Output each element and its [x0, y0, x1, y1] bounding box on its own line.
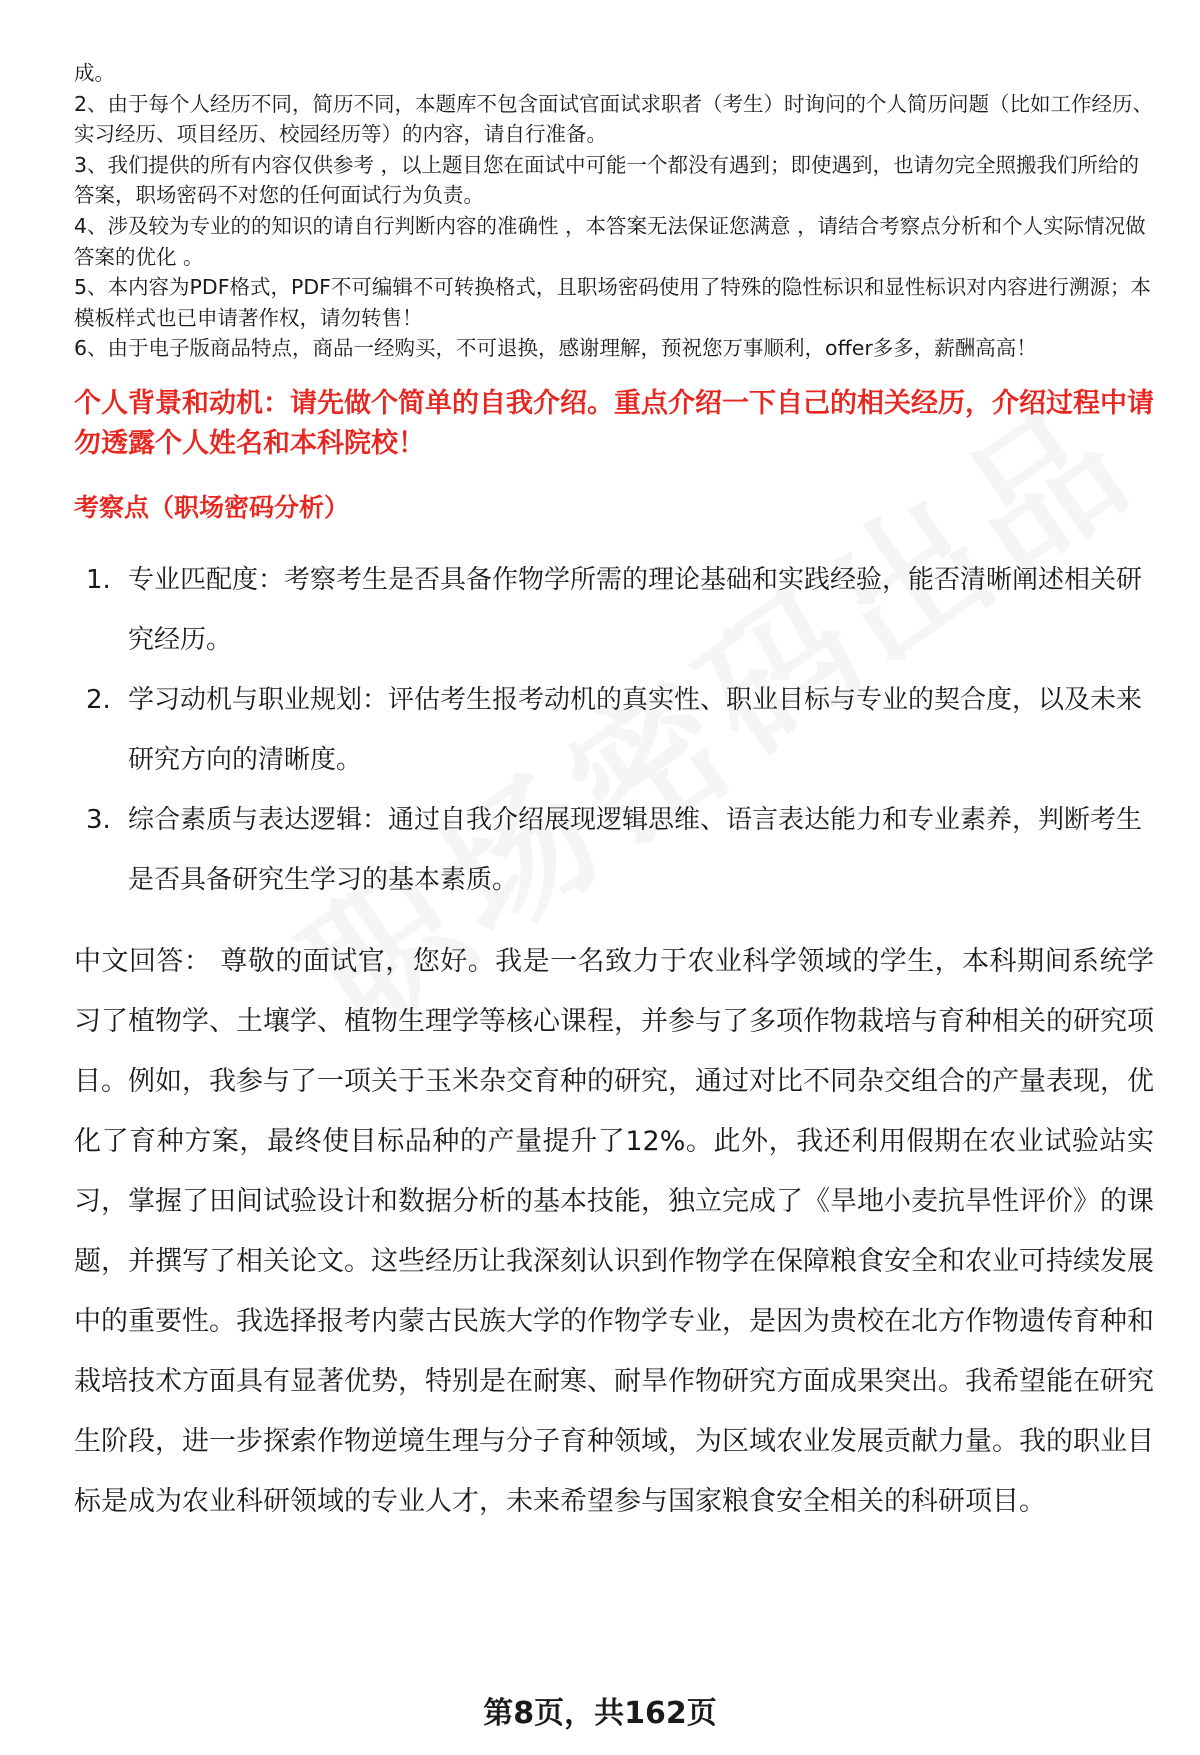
point-text: 综合素质与表达逻辑：通过自我介绍展现逻辑思维、语言表达能力和专业素养，判断考生是否具备研究生学习的基本素质。 [128, 804, 1143, 895]
analysis-point [74, 790, 1154, 910]
point-number: 1. [86, 564, 111, 595]
point-text: 专业匹配度：考察考生是否具备作物学所需的理论基础和实践经验，能否清晰阐述相关研究经历。 [128, 564, 1143, 655]
point-number: 2. [86, 684, 111, 715]
note-item: 4、涉及较为专业的的知识的请自行判断内容的准确性 ，本答案无法保证您满意 ，请结合考察点分析和个人实际情况做答案的优化 。 [74, 213, 1146, 269]
page-number: 第8页，共162页 [483, 1696, 717, 1731]
note-item: 2、由于每个人经历不同，简历不同，本题库不包含面试官面试求职者（考生）时询问的个人简历问题（比如工作经历、实习经历、项目经历、校园经历等）的内容，请自行准备。 [74, 91, 1154, 147]
point-text: 学习动机与职业规划：评估考生报考动机的真实性、职业目标与专业的契合度，以及未来研究方向的清晰度。 [128, 684, 1143, 775]
analysis-points [74, 550, 1154, 910]
answer-text: 中文回答： 尊敬的面试官，您好。我是一名致力于农业科学领域的学生，本科期间系统学习了植物学、土壤学、植物生理学等核心课程，并参与了多项作物栽培与育种相关的研究项目。例如，我参与了一项关于玉米杂交育种的研究，通过对比不同杂交组合的产量表现，优化了育种方案，最终使目标品种的产量提升了12%。此外，我还利用假期在农业试验站实习，掌握了田间试验设计和数据分析的基本技能，独立完成了《旱地小麦抗旱性评价》的课题，并撰写了相关论文。这些经历让我深刻认识到作物学在保障粮食安全和农业可持续发展中的重要性。我选择报考内蒙古民族大学的作物学专业，是因为贵校在北方作物遗传育种和栽培技术方面具有显著优势，特别是在耐寒、耐旱作物研究方面成果突出。我希望能在研究生阶段，进一步探索作物逆境生理与分子育种领域，为区域农业发展贡献力量。我的职业目标是成为农业科研领域的专业人才，未来希望参与国家粮食安全相关的科研项目。 [74, 945, 1154, 1517]
analysis-point [74, 550, 1154, 670]
question-title: 个人背景和动机：请先做个简单的自我介绍。重点介绍一下自己的相关经历，介绍过程中请勿透露个人姓名和本科院校！ [74, 387, 1154, 459]
document-page [74, 58, 1154, 1532]
note-item: 5、本内容为PDF格式，PDF不可编辑不可转换格式，且职场密码使用了特殊的隐性标识和显性标识对内容进行溯源；本模板样式也已申请著作权，请勿转售！ [74, 275, 1151, 330]
note-item: 3、我们提供的所有内容仅供参考 ，以上题目您在面试中可能一个都没有遇到；即使遇到，也请勿完全照搬我们所给的答案，职场密码不对您的任何面试行为负责。 [74, 152, 1140, 208]
analysis-heading: 考察点（职场密码分析） [74, 492, 350, 522]
note-item: 6、由于电子版商品特点，商品一经购买，不可退换，感谢理解，预祝您万事顺利，offer多多，薪酬高高！ [74, 336, 1037, 361]
notes-block [74, 58, 1154, 364]
point-number: 3. [86, 804, 111, 835]
note-item: 成。 [74, 61, 115, 85]
analysis-point [74, 670, 1154, 790]
